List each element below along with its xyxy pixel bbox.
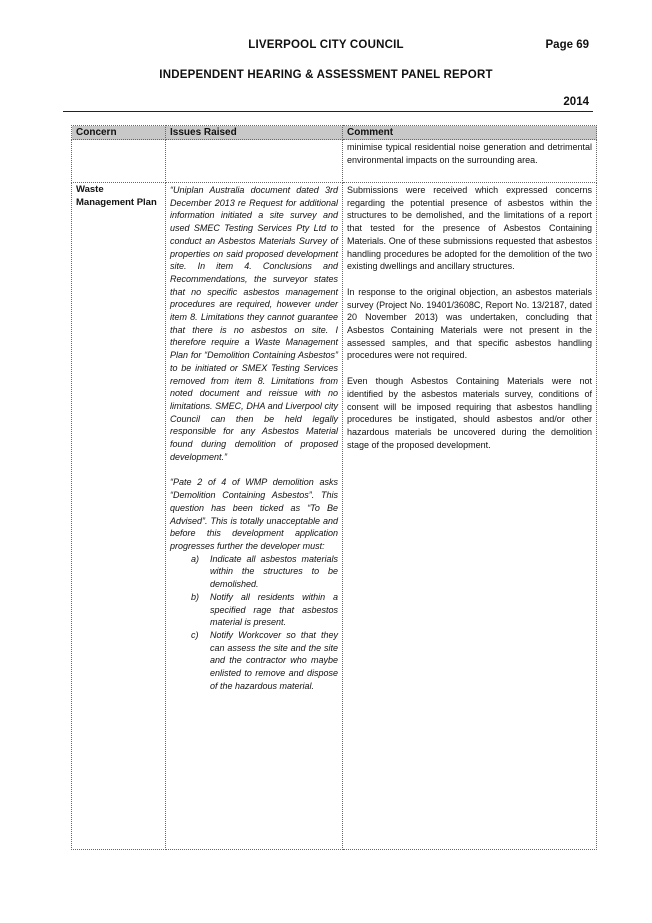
comment-paragraph: Even though Asbestos Containing Materials were not identified by the asbestos materials survey, conditions of consent will be imposed requiring that asbestos handling procedures be instigated, should asbestos and/or other hazardous materials be uncovered during the demolition stage of the proposed development. — [347, 376, 592, 450]
submissions-table — [71, 125, 597, 850]
concern-cell — [72, 140, 166, 183]
concern-cell: Waste Management Plan — [72, 183, 166, 850]
council-name: LIVERPOOL CITY COUNCIL — [248, 39, 404, 51]
issue-list — [170, 553, 338, 693]
report-title: INDEPENDENT HEARING & ASSESSMENT PANEL REPORT — [159, 69, 493, 81]
issue-paragraph: “Uniplan Australia document dated 3rd December 2013 re Request for additional information initiated a site survey and used SMEC Testing Services Pty Ltd to conduct an Asbestos Materials Survey of properties on said proposed development site. In item 4. Conclusions and Recommendations, the surveyor states that no specific asbestos management procedures are required, however under item 8. Limitations they cannot guarantee that there is no asbestos on site. I therefore require a Waste Management Plan for “Demolition Containing Asbestos” to be initiated or SMEX Testing Services removed from item 8. Limitations from noted document and reissue with no limitations. SMEC, DHA and Liverpool city Council can then be held legally responsible for any Asbestos Material found during demolition of proposed development.” — [170, 185, 338, 462]
list-item: b) Notify all residents within a specified rage that asbestos material is present. — [191, 591, 338, 628]
page-number: Page 69 — [545, 39, 589, 51]
column-header-comment: Comment — [343, 126, 597, 140]
column-header-issues: Issues Raised — [166, 126, 343, 140]
column-header-concern: Concern — [72, 126, 166, 140]
header-rule — [63, 111, 593, 112]
list-item: a) Indicate all asbestos materials within the structures to be demolished. — [191, 553, 338, 590]
comment-cell — [343, 183, 597, 850]
issues-cell — [166, 183, 343, 850]
table-row — [72, 183, 597, 850]
comment-paragraph: Submissions were received which expressed concerns regarding the potential presence of asbestos within the structures to be demolished, and the limitations of a report that tested for the presence of Asbestos Containing Materials. One of these submissions requested that asbestos handling procedures be adopted for the demolition of the two existing dwellings and ancillary structures. — [347, 185, 592, 272]
table-header-row — [72, 126, 597, 140]
comment-paragraph: In response to the original objection, an asbestos materials survey (Project No. 19401/3608C, Report No. 13/2187, dated 20 November 2013) was undertaken, concluding that Asbestos Containing Materials were not present in the assessed samples, and that specific asbestos handling procedures were not required. — [347, 286, 592, 361]
list-item: c) Notify Workcover so that they can assess the site and the site and the contractor who maybe enlisted to remove and dispose of the hazardous material. — [191, 629, 338, 691]
table-row — [72, 140, 597, 183]
issue-paragraph: “Pate 2 of 4 of WMP demolition asks “Demolition Containing Asbestos”. This question has been ticked as “To Be Advised”. This is totally unacceptable and before this development application progresses further the developer must: — [170, 477, 338, 551]
comment-cell: minimise typical residential noise generation and detrimental environmental impacts on the surrounding area. — [343, 140, 597, 183]
issues-cell — [166, 140, 343, 183]
report-year: 2014 — [563, 96, 589, 108]
